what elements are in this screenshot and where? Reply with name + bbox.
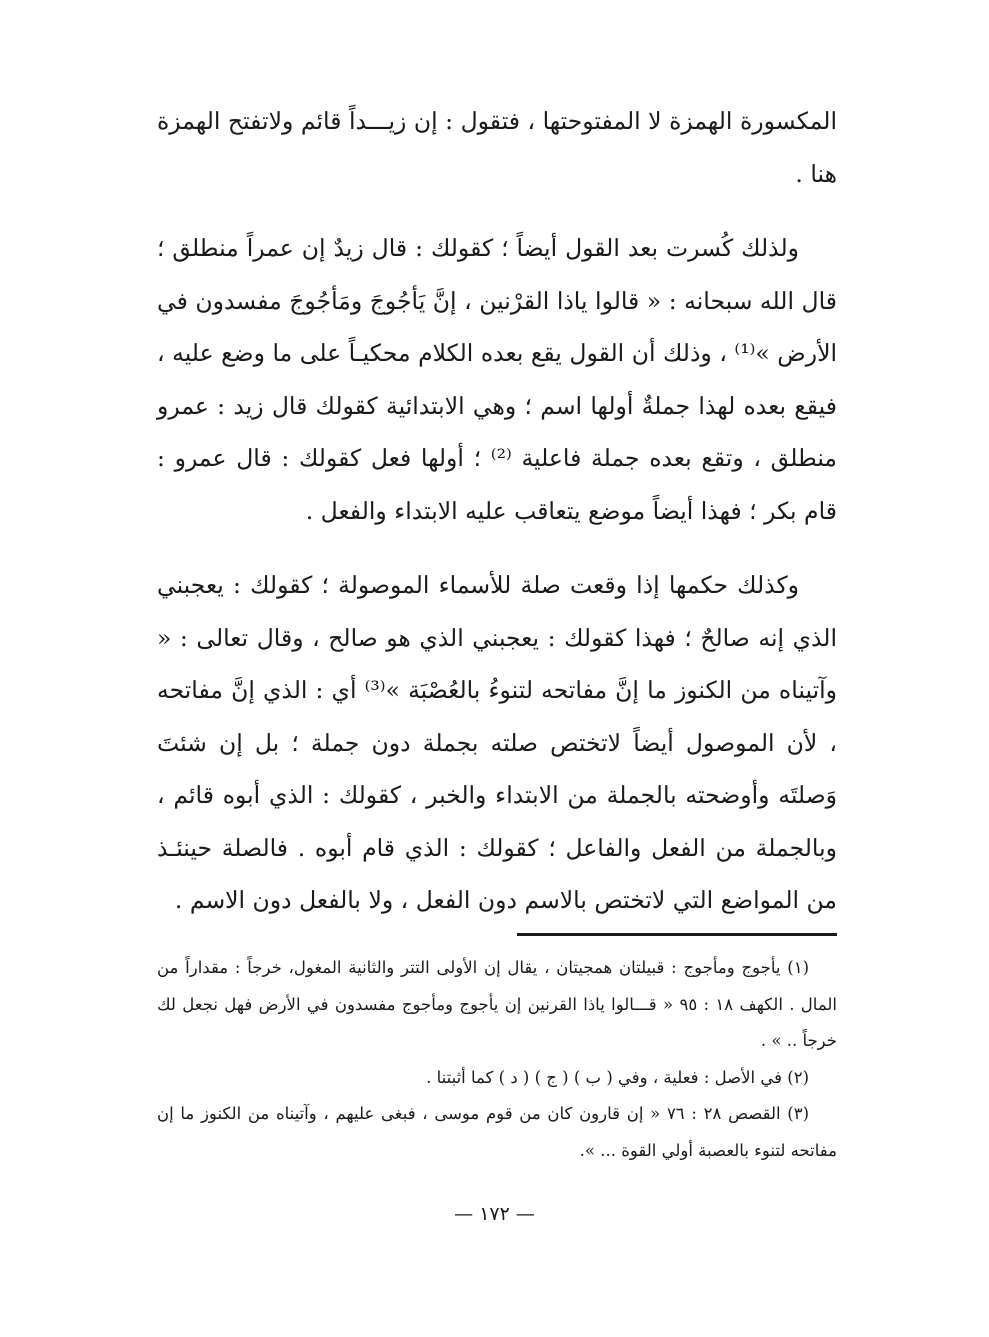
- paragraph-2: ولذلك كُسرت بعد القول أيضاً ؛ كقولك : قال زيدٌ إن عمراً منطلق ؛ قال الله سبحانه : « قالوا ياذا القرْنين ، إنَّ يَأجُوجَ ومَأجُوجَ مفسدون في الأرض »⁽¹⁾ ، وذلك أن القول يقع بعده الكلام محكيـاً على ما وضع عليه ، فيقع بعده لهذا جملةٌ أولها اسم ؛ وهي الابتدائية كقولك قال زيد : عمرو منطلق ، وتقع بعده جملة فاعلية ⁽²⁾ ؛ أولها فعل كقولك : قال عمرو : قام بكر ؛ فهذا أيضاً موضع يتعاقب عليه الابتداء والفعل .: [157, 234, 837, 525]
- page-number: — ١٧٢ —: [454, 1203, 535, 1225]
- paragraph-gap: [157, 537, 837, 559]
- paragraph-3: وكذلك حكمها إذا وقعت صلة للأسماء الموصولة ؛ كقولك : يعجبني الذي إنه صالحٌ ؛ فهذا كقولك : يعجبني الذي هو صالح ، وقال تعالى : « وآتيناه من الكنوز ما إنَّ مفاتحه لتنوءُ بالعُصْبَة »⁽³⁾ أي : الذي إنَّ مفاتحه ، لأن الموصول أيضاً لاتختص صلته بجملة دون جملة ؛ بل إن شئتَ وَصلتَه وأوضحته بالجملة من الابتداء والخبر ، كقولك : الذي أبوه قائم ، وبالجملة من الفعل والفاعل ؛ كقولك : الذي قام أبوه . فالصلة حينئـذ من المواضع التي لاتختص بالاسم دون الفعل ، ولا بالفعل دون الاسم .: [157, 571, 837, 914]
- footnote-1: (١) يأجوج ومأجوج : قبيلتان همجيتان ، يقال إن الأولى التتر والثانية المغول، خرجاً : مقداراً من المال . الكهف ١٨ : ٩٥ « قـــالوا ياذا القرنين إن يأجوج ومأجوج مفسدون في الأرض فهل نجعل لك خرجاً .. » .: [157, 958, 837, 1050]
- footnote-2: (٢) في الأصل : فعلية ، وفي ( ب ) ( ج ) ( د ) كما أثبتنا .: [426, 1067, 809, 1087]
- footnote-separator: [517, 933, 837, 936]
- main-text: [157, 95, 837, 927]
- footnotes: [157, 950, 837, 1169]
- footnote-3: (٣) القصص ٢٨ : ٧٦ « إن قارون كان من قوم موسى ، فبغى عليهم ، وآتيناه من الكنوز ما إن مفاتحه لتنوء بالعصبة أولي القوة ... ».: [157, 1104, 837, 1160]
- paragraph-1: المكسورة الهمزة لا المفتوحتها ، فتقول : إن زيـــداً قائم ولاتفتح الهمزة هنا .: [157, 107, 837, 188]
- paragraph-gap: [157, 200, 837, 222]
